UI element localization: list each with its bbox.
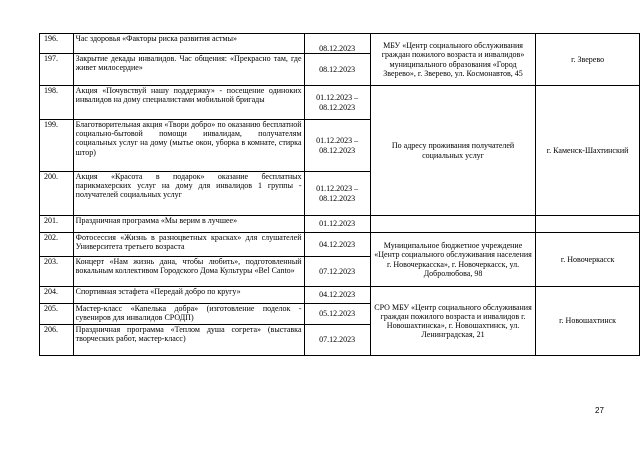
row-number: 204. (40, 287, 74, 304)
row-number: 203. (40, 257, 74, 287)
event-name: Мастер-класс «Капелька добра» (изготовление поделок - сувениров для инвалидов СРОДП) (73, 304, 304, 325)
row-number: 206. (40, 325, 74, 356)
event-date: 01.12.2023 – 08.12.2023 (304, 86, 370, 120)
row-number: 198. (40, 86, 74, 120)
event-name: Час здоровья «Факторы риска развития астмы» (73, 34, 304, 54)
organization-cell: По адресу проживания получателей социальных услуг (370, 86, 535, 216)
table-row (40, 216, 640, 233)
city-cell: г. Новочеркасск (536, 233, 640, 287)
event-date: 07.12.2023 (304, 257, 370, 287)
city-cell-empty (536, 216, 640, 233)
event-date: 04.12.2023 (304, 233, 370, 257)
page-number: 27 (595, 406, 604, 415)
city-cell: г. Зверево (536, 34, 640, 86)
row-number: 201. (40, 216, 74, 233)
row-number: 196. (40, 34, 74, 54)
event-name: Акция «Красота в подарок» оказание бесплатных парикмахерских услуг на дому для инвалидов 1 группы - получателей социальных услуг (73, 172, 304, 216)
event-name: Праздничная программа «Теплом душа согрета» (выставка творческих работ, мастер-класс) (73, 325, 304, 356)
organization-cell-empty (370, 216, 535, 233)
event-date: 04.12.2023 (304, 287, 370, 304)
organization-cell: МБУ «Центр социального обслуживания граждан пожилого возраста и инвалидов» муниципального образования «Город Зверево», г. Зверево, ул. Космонавтов, 45 (370, 34, 535, 86)
organization-cell: Муниципальное бюджетное учреждение «Центр социального обслуживания населения г. Новочеркасска», г. Новочеркасск, ул. Добролюбова, 98 (370, 233, 535, 287)
row-number: 199. (40, 120, 74, 172)
row-number: 200. (40, 172, 74, 216)
events-table (39, 33, 640, 356)
row-number: 205. (40, 304, 74, 325)
event-date: 08.12.2023 (304, 54, 370, 86)
event-name: Акция «Почувствуй нашу поддержку» - посещение одиноких инвалидов на дому специалистами мобильной бригады (73, 86, 304, 120)
event-name: Праздничная программа «Мы верим в лучшее» (73, 216, 304, 233)
table-row (40, 86, 640, 120)
table-row (40, 34, 640, 54)
city-cell: г. Каменск-Шахтинский (536, 86, 640, 216)
city-cell: г. Новошахтинск (536, 287, 640, 356)
row-number: 202. (40, 233, 74, 257)
event-name: Концерт «Нам жизнь дана, чтобы любить», подготовленный вокальным коллективом Городского Дома Культуры «Bel Canto» (73, 257, 304, 287)
table-row (40, 287, 640, 304)
event-date: 01.12.2023 (304, 216, 370, 233)
event-date: 01.12.2023 – 08.12.2023 (304, 120, 370, 172)
event-name: Закрытие декады инвалидов. Час общения: «Прекрасно там, где живет милосердие» (73, 54, 304, 86)
event-date: 07.12.2023 (304, 325, 370, 356)
event-name: Благотворительная акция «Твори добро» по оказанию бесплатной социально-бытовой помощи инвалидам, получателям социальных услуг на дому (мытье окон, уборка в комнате, стирка штор) (73, 120, 304, 172)
event-date: 08.12.2023 (304, 34, 370, 54)
event-date: 01.12.2023 – 08.12.2023 (304, 172, 370, 216)
table-row (40, 233, 640, 257)
event-name: Спортивная эстафета «Передай добро по кругу» (73, 287, 304, 304)
event-date: 05.12.2023 (304, 304, 370, 325)
event-name: Фотосессия «Жизнь в разноцветных красках» для слушателей Университета третьего возраста (73, 233, 304, 257)
organization-cell: СРО МБУ «Центр социального обслуживания граждан пожилого возраста и инвалидов г. Новошахтинска», г. Новошахтинск, ул. Ленинградская, 21 (370, 287, 535, 356)
row-number: 197. (40, 54, 74, 86)
